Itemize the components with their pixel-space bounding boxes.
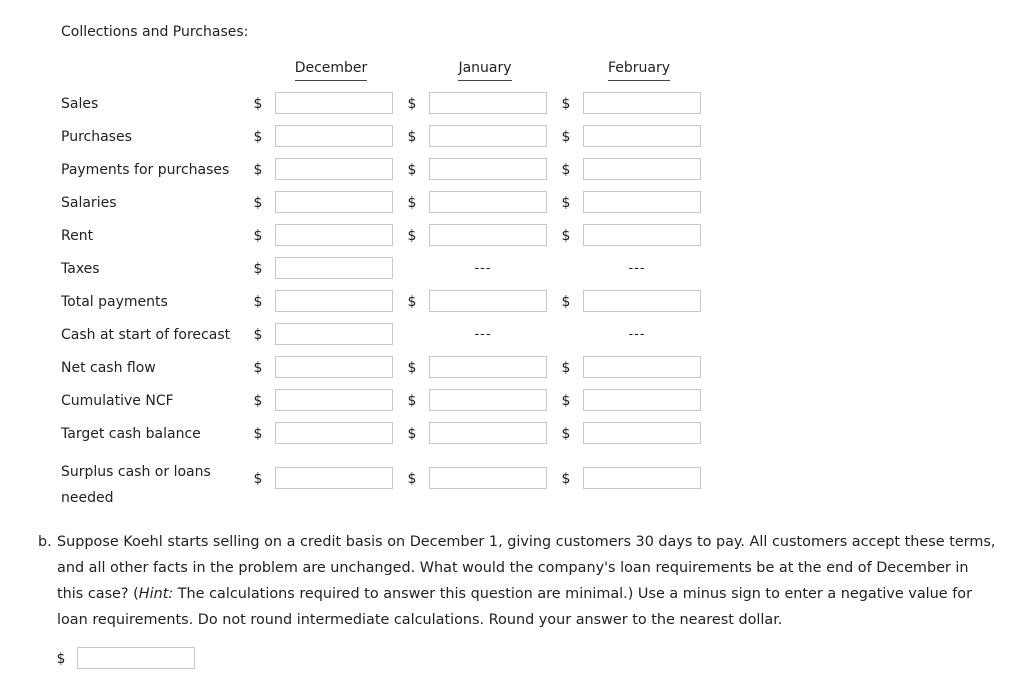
question-marker: b. — [38, 534, 52, 550]
currency-symbol: $ — [253, 294, 263, 310]
currency-symbol: $ — [561, 360, 571, 376]
currency-symbol: $ — [561, 195, 571, 211]
row-label-net-cash-flow: Net cash flow — [61, 360, 156, 376]
row-label-rent: Rent — [61, 228, 94, 244]
currency-symbol: $ — [561, 162, 571, 178]
currency-symbol: $ — [407, 426, 417, 442]
section-title: Collections and Purchases: — [61, 24, 249, 40]
payments-for-purchases-january-input[interactable] — [429, 158, 547, 180]
currency-symbol: $ — [253, 426, 263, 442]
sales-december-input[interactable] — [275, 92, 393, 114]
currency-symbol: $ — [253, 162, 263, 178]
row-label-target-cash-balance: Target cash balance — [61, 426, 201, 442]
surplus-cash-or-loans-needed-february-input[interactable] — [583, 467, 701, 489]
row-label-surplus-cash-or-loans-needed — [61, 459, 211, 511]
currency-symbol: $ — [253, 96, 263, 112]
sales-february-input[interactable] — [583, 92, 701, 114]
row-label-salaries: Salaries — [61, 195, 117, 211]
payments-for-purchases-december-input[interactable] — [275, 158, 393, 180]
row-label-cash-at-start-of-forecast: Cash at start of forecast — [61, 327, 231, 343]
currency-symbol: $ — [253, 471, 263, 487]
currency-symbol: $ — [407, 393, 417, 409]
hint-label: Hint: — [138, 586, 174, 602]
currency-symbol: $ — [407, 129, 417, 145]
cumulative-ncf-december-input[interactable] — [275, 389, 393, 411]
taxes-december-input[interactable] — [275, 257, 393, 279]
rent-february-input[interactable] — [583, 224, 701, 246]
currency-symbol: $ — [407, 360, 417, 376]
not-applicable-dash: --- — [628, 327, 646, 342]
net-cash-flow-february-input[interactable] — [583, 356, 701, 378]
question-text-part1: Suppose Koehl starts selling on a credit basis on December 1, giving customers 30 days to pay. All customers accept these terms, and all other facts in the problem are unchanged. What would the company's loan requirements be at the end of December in this case? ( — [57, 534, 996, 602]
purchases-january-input[interactable] — [429, 125, 547, 147]
currency-symbol: $ — [561, 129, 571, 145]
currency-symbol: $ — [407, 228, 417, 244]
currency-symbol: $ — [253, 393, 263, 409]
currency-symbol: $ — [407, 195, 417, 211]
column-header-december: December — [272, 59, 390, 81]
cumulative-ncf-february-input[interactable] — [583, 389, 701, 411]
salaries-december-input[interactable] — [275, 191, 393, 213]
currency-symbol: $ — [407, 162, 417, 178]
row-label-line: Surplus cash or loans — [61, 464, 211, 480]
target-cash-balance-february-input[interactable] — [583, 422, 701, 444]
question-b — [38, 529, 998, 633]
not-applicable-dash: --- — [474, 327, 492, 342]
row-label-taxes: Taxes — [61, 261, 100, 277]
column-header-february: February — [580, 59, 698, 81]
row-label-payments-for-purchases: Payments for purchases — [61, 162, 230, 178]
question-text-part2: The calculations required to answer this question are minimal.) Use a minus sign to enter a negative value for loan requirements. Do not round intermediate calculations. Round your answer to the nearest dollar. — [57, 586, 972, 628]
currency-symbol: $ — [407, 294, 417, 310]
question-b-text — [38, 529, 998, 633]
row-label-line: needed — [61, 490, 114, 506]
target-cash-balance-january-input[interactable] — [429, 422, 547, 444]
rent-december-input[interactable] — [275, 224, 393, 246]
net-cash-flow-january-input[interactable] — [429, 356, 547, 378]
rent-january-input[interactable] — [429, 224, 547, 246]
total-payments-january-input[interactable] — [429, 290, 547, 312]
column-header-january: January — [426, 59, 544, 81]
surplus-cash-or-loans-needed-december-input[interactable] — [275, 467, 393, 489]
payments-for-purchases-february-input[interactable] — [583, 158, 701, 180]
currency-symbol: $ — [253, 360, 263, 376]
not-applicable-dash: --- — [474, 261, 492, 276]
net-cash-flow-december-input[interactable] — [275, 356, 393, 378]
row-label-cumulative-ncf: Cumulative NCF — [61, 393, 174, 409]
row-label-sales: Sales — [61, 96, 99, 112]
currency-symbol: $ — [561, 294, 571, 310]
currency-symbol: $ — [407, 471, 417, 487]
salaries-february-input[interactable] — [583, 191, 701, 213]
answer-currency-symbol: $ — [56, 651, 66, 667]
currency-symbol: $ — [561, 393, 571, 409]
cash-at-start-of-forecast-december-input[interactable] — [275, 323, 393, 345]
currency-symbol: $ — [253, 129, 263, 145]
salaries-january-input[interactable] — [429, 191, 547, 213]
sales-january-input[interactable] — [429, 92, 547, 114]
total-payments-february-input[interactable] — [583, 290, 701, 312]
currency-symbol: $ — [561, 96, 571, 112]
loan-requirement-answer-input[interactable] — [77, 647, 195, 669]
not-applicable-dash: --- — [628, 261, 646, 276]
currency-symbol: $ — [561, 228, 571, 244]
currency-symbol: $ — [561, 426, 571, 442]
purchases-december-input[interactable] — [275, 125, 393, 147]
currency-symbol: $ — [253, 228, 263, 244]
row-label-total-payments: Total payments — [61, 294, 168, 310]
purchases-february-input[interactable] — [583, 125, 701, 147]
currency-symbol: $ — [407, 96, 417, 112]
currency-symbol: $ — [253, 195, 263, 211]
target-cash-balance-december-input[interactable] — [275, 422, 393, 444]
row-label-purchases: Purchases — [61, 129, 132, 145]
currency-symbol: $ — [253, 261, 263, 277]
total-payments-december-input[interactable] — [275, 290, 393, 312]
currency-symbol: $ — [253, 327, 263, 343]
currency-symbol: $ — [561, 471, 571, 487]
surplus-cash-or-loans-needed-january-input[interactable] — [429, 467, 547, 489]
cumulative-ncf-january-input[interactable] — [429, 389, 547, 411]
